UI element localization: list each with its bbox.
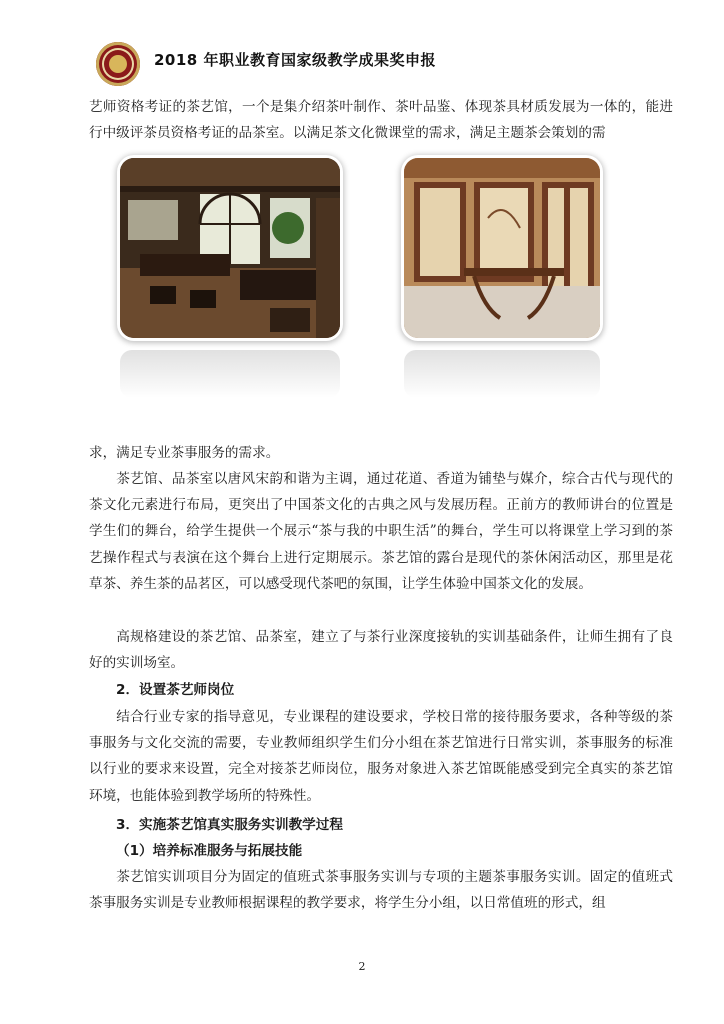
page-header <box>96 38 656 88</box>
tea-house-photo-reflection <box>120 350 340 398</box>
tea-room-photo-reflection <box>404 350 600 398</box>
body-paragraph-layout: 茶艺馆、品茶室以唐风宋韵和谐为主调，通过花道、香道为铺垫与媒介，综合古代与现代的茶文化元素进行布局，更突出了中国茶文化的古典之风与发展历程。正前方的教师讲台的位置是学生们的舞台，给学生提供一个展示“茶与我的中职生活”的舞台，学生可以将课堂上学习到的茶艺操作程式与表演在这个舞台上进行定期展示。茶艺馆的露台是现代的茶休闲活动区，那里是花草茶、养生茶的品茗区，可以感受现代茶吧的氛围，让学生体验中国茶文化的发展。 <box>89 471 673 592</box>
tea-room-photo <box>404 158 600 338</box>
section-heading-3: 3．实施茶艺馆真实服务实训教学过程 <box>116 817 343 833</box>
body-paragraph-training: 茶艺馆实训项目分为固定的值班式茶事服务实训与专项的主题茶事服务实训。固定的值班式茶事服务实训是专业教师根据课程的教学要求，将学生分小组，以日常值班的形式，组 <box>89 869 673 912</box>
page-number: 2 <box>358 960 366 973</box>
header-title: 2018 年职业教育国家级教学成果奖申报 <box>154 51 436 69</box>
section-heading-2: 2．设置茶艺师岗位 <box>116 682 235 698</box>
tea-house-photo <box>120 158 340 338</box>
body-paragraph-facilities: 高规格建设的茶艺馆、品茶室，建立了与茶行业深度接轨的实训基础条件，让师生拥有了良好的实训场室。 <box>89 629 673 672</box>
intro-paragraph-continued: 求，满足专业茶事服务的需求。 <box>89 445 280 461</box>
body-paragraph-positions: 结合行业专家的指导意见，专业课程的建设要求，学校日常的接待服务要求，各种等级的茶事服务与文化交流的需要，专业教师组织学生们分小组在茶艺馆进行日常实训，茶事服务的标准以行业的要求来设置，完全对接茶艺师岗位，服务对象进入茶艺馆既能感受到完全真实的茶艺馆环境，也能体验到教学场所的特殊性。 <box>89 709 673 804</box>
subsection-heading-3-1: （1）培养标准服务与拓展技能 <box>116 843 303 859</box>
intro-paragraph: 艺师资格考证的茶艺馆，一个是集介绍茶叶制作、茶叶品鉴、体现茶具材质发展为一体的，能进行中级评茶员资格考证的品茶室。以满足茶文化微课堂的需求，满足主题茶会策划的需 <box>89 99 673 142</box>
school-logo <box>96 42 140 86</box>
